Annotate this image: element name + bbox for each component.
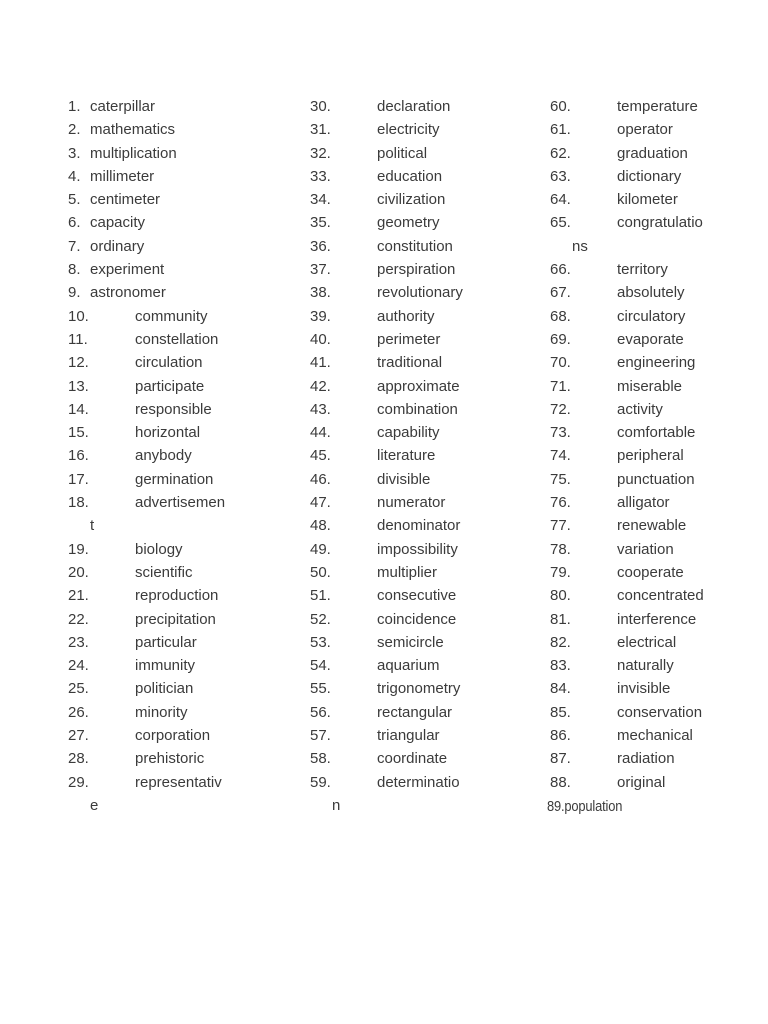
list-item-number: 46. (310, 470, 331, 488)
list-item-number: 31. (310, 121, 331, 139)
list-item-word: circulation (135, 354, 203, 372)
list-item-word: semicircle (377, 633, 444, 651)
list-item (550, 424, 765, 447)
list-item-number: 56. (310, 703, 331, 721)
list-item (68, 378, 308, 401)
list-item-word: representativ (135, 773, 222, 791)
list-item-word: declaration (377, 98, 451, 115)
list-item-number: 53. (310, 633, 331, 651)
list-item-word: caterpillar (90, 98, 156, 115)
list-item (68, 98, 308, 121)
list-item-number: 12. (68, 354, 89, 372)
list-item-word: graduation (617, 144, 688, 162)
list-item-word: renewable (617, 517, 687, 535)
list-item (310, 214, 548, 237)
list-item (68, 191, 308, 214)
list-item-word: circulatory (617, 307, 686, 325)
list-item-word: millimeter (90, 167, 155, 185)
list-item-number: 42. (310, 377, 331, 395)
list-item (68, 587, 308, 610)
list-item-number: 73. (550, 424, 571, 442)
list-item-word: triangular (377, 727, 440, 745)
list-item-word: authority (377, 307, 435, 325)
list-item-number: 55. (310, 680, 331, 698)
list-item-word: absolutely (617, 284, 685, 302)
list-item (310, 98, 548, 121)
list-item-number: 36. (310, 237, 331, 255)
list-item-number: 52. (310, 610, 331, 628)
list-item-number: 79. (550, 563, 571, 581)
list-item-word: activity (617, 400, 663, 418)
list-item-word: cooperate (617, 563, 684, 581)
list-item-number: 26. (68, 703, 89, 721)
list-item-number: 80. (550, 587, 571, 605)
list-item (550, 98, 765, 121)
list-item (310, 331, 548, 354)
list-item (310, 447, 548, 470)
list-item-number: 38. (310, 284, 331, 302)
list-item-word: determinatio (377, 773, 460, 791)
list-item-number: 11. (68, 330, 88, 348)
list-item-word: responsible (135, 400, 212, 418)
list-item (68, 284, 308, 307)
list-item-number: 72. (550, 400, 571, 418)
list-item-word: civilization (377, 191, 446, 209)
list-item-word: dictionary (617, 167, 682, 185)
list-item-word: interference (617, 610, 697, 628)
list-item-word: multiplier (377, 563, 438, 581)
list-item-word: radiation (617, 750, 675, 768)
list-item (68, 447, 308, 470)
list-item-word: miserable (617, 377, 683, 395)
list-item (310, 634, 548, 657)
list-item-number: 17. (68, 470, 89, 488)
list-item-word: conservation (617, 703, 703, 721)
list-item-number: 87. (550, 750, 571, 768)
list-item-number: 41. (310, 354, 331, 372)
list-item-word: participate (135, 377, 205, 395)
list-item-number: 61. (550, 121, 571, 139)
list-item-number: 44. (310, 424, 331, 442)
list-item (550, 774, 765, 797)
list-item-word: approximate (377, 377, 460, 395)
list-item (550, 168, 765, 191)
list-item-number: 6. (68, 214, 81, 232)
list-item-number: 54. (310, 657, 331, 675)
list-item-number: 3. (68, 144, 81, 162)
list-item-word: astronomer (90, 284, 166, 302)
list-item-word: denominator (377, 517, 461, 535)
list-item (68, 308, 308, 331)
list-item (550, 331, 765, 354)
list-item-number: 14. (68, 400, 89, 418)
list-item-number: 49. (310, 540, 331, 558)
list-item-word: temperature (617, 98, 698, 115)
list-item (550, 238, 765, 261)
list-item (310, 727, 548, 750)
list-item (68, 331, 308, 354)
list-item-number: 75. (550, 470, 571, 488)
list-item (547, 797, 765, 820)
list-item-word-continuation: ns (572, 237, 588, 255)
list-item (68, 121, 308, 144)
list-item-number: 15. (68, 424, 89, 442)
list-item (550, 587, 765, 610)
list-item (310, 704, 548, 727)
list-item (550, 284, 765, 307)
list-item (68, 774, 308, 797)
list-item-word: scientific (135, 563, 193, 581)
list-item-number: 60. (550, 98, 571, 115)
list-item (310, 611, 548, 634)
list-item (68, 680, 308, 703)
list-item (550, 447, 765, 470)
list-item-number: 18. (68, 494, 89, 512)
list-item (310, 471, 548, 494)
list-item-word: mechanical (617, 727, 693, 745)
list-item-word: capacity (90, 214, 146, 232)
list-item-number: 58. (310, 750, 331, 768)
list-item-number: 88. (550, 773, 571, 791)
list-item (550, 611, 765, 634)
list-item-word: original (617, 773, 666, 791)
list-item-number: 78. (550, 540, 571, 558)
list-item-number: 84. (550, 680, 571, 698)
list-item-number: 67. (550, 284, 571, 302)
list-item (310, 541, 548, 564)
list-item-word: engineering (617, 354, 696, 372)
list-item-number: 68. (550, 307, 571, 325)
list-item-number: 27. (68, 727, 89, 745)
list-item-word: particular (135, 633, 197, 651)
list-item-word: capability (377, 424, 440, 442)
list-item-number: 4. (68, 167, 81, 185)
list-item (550, 657, 765, 680)
list-item (550, 541, 765, 564)
list-item-word: kilometer (617, 191, 678, 209)
list-item-word: prehistoric (135, 750, 205, 768)
list-item-word: geometry (377, 214, 440, 232)
list-item-word: ordinary (90, 237, 145, 255)
list-item (68, 704, 308, 727)
list-item-number: 57. (310, 727, 331, 745)
list-item-word: numerator (377, 494, 446, 512)
list-item-number: 86. (550, 727, 571, 745)
list-item-word: constitution (377, 237, 453, 255)
list-item (550, 494, 765, 517)
list-item-word-continuation: t (90, 517, 95, 535)
list-item (310, 517, 548, 540)
list-item-number: 20. (68, 563, 89, 581)
list-item (550, 401, 765, 424)
list-item (310, 238, 548, 261)
list-item-number: 1. (68, 98, 81, 115)
list-item-number: 77. (550, 517, 571, 535)
list-item (310, 424, 548, 447)
list-item (310, 378, 548, 401)
list-item-number: 62. (550, 144, 571, 162)
list-item-number: 48. (310, 517, 331, 535)
list-item-number: 40. (310, 330, 331, 348)
list-item-word: concentrated (617, 587, 704, 605)
list-item-number: 59. (310, 773, 331, 791)
list-item-number: 32. (310, 144, 331, 162)
list-item-word: electrical (617, 633, 677, 651)
list-item-number: 71. (550, 377, 571, 395)
list-item (550, 727, 765, 750)
list-item (550, 750, 765, 773)
list-item-word: germination (135, 470, 214, 488)
list-item (310, 750, 548, 773)
list-item-number: 35. (310, 214, 331, 232)
list-item-word: naturally (617, 657, 674, 675)
list-item-number: 24. (68, 657, 89, 675)
list-item (68, 401, 308, 424)
list-item-word: centimeter (90, 191, 161, 209)
list-item-word: traditional (377, 354, 443, 372)
list-item-word: corporation (135, 727, 211, 745)
list-item (310, 401, 548, 424)
list-item (68, 424, 308, 447)
list-item (68, 168, 308, 191)
list-item-word: congratulatio (617, 214, 703, 232)
list-item (310, 680, 548, 703)
list-item-word: horizontal (135, 424, 201, 442)
list-item-number: 16. (68, 447, 89, 465)
list-item (310, 797, 548, 820)
list-item (550, 471, 765, 494)
list-item-number: 30. (310, 98, 331, 115)
list-item-word: variation (617, 540, 674, 558)
list-item-word: punctuation (617, 470, 695, 488)
word-list-column-1 (68, 98, 308, 820)
list-item (310, 121, 548, 144)
list-item-word: political (377, 144, 428, 162)
list-item (68, 657, 308, 680)
list-item-number: 37. (310, 261, 331, 279)
list-item-number: 69. (550, 330, 571, 348)
list-item-word: biology (135, 540, 183, 558)
list-item (68, 238, 308, 261)
list-item-word: peripheral (617, 447, 684, 465)
list-item-number: 70. (550, 354, 571, 372)
list-item-word: perimeter (377, 330, 441, 348)
list-item (310, 354, 548, 377)
list-item (550, 378, 765, 401)
list-item-word: territory (617, 261, 668, 279)
list-item-word: mathematics (90, 121, 176, 139)
list-item-number: 83. (550, 657, 571, 675)
word-list-column-3 (547, 98, 765, 820)
list-item (310, 494, 548, 517)
list-item (550, 191, 765, 214)
list-item-word: constellation (135, 330, 219, 348)
list-item (68, 354, 308, 377)
list-item-word: precipitation (135, 610, 216, 628)
list-item (310, 657, 548, 680)
list-item-number: 5. (68, 191, 81, 209)
list-item-number: 34. (310, 191, 331, 209)
list-item-word: perspiration (377, 261, 456, 279)
list-item-word: evaporate (617, 330, 684, 348)
list-item (550, 634, 765, 657)
list-item (310, 191, 548, 214)
list-item-number: 64. (550, 191, 571, 209)
list-item (550, 564, 765, 587)
list-item-word: trigonometry (377, 680, 461, 698)
list-item-number: 66. (550, 261, 571, 279)
list-item-word: politician (135, 680, 194, 698)
list-item-word: divisible (377, 470, 431, 488)
list-item (68, 634, 308, 657)
list-item-number: 8. (68, 261, 81, 279)
list-item (550, 517, 765, 540)
list-item-number: 23. (68, 633, 89, 651)
list-item-number: 65. (550, 214, 571, 232)
list-item-number: 29. (68, 773, 89, 791)
list-item-word: education (377, 167, 443, 185)
list-item-word: minority (135, 703, 188, 721)
list-item-word: community (135, 307, 208, 325)
list-item-word: experiment (90, 261, 165, 279)
list-item-word: immunity (135, 657, 196, 675)
list-item (550, 145, 765, 168)
list-item-number: 82. (550, 633, 571, 651)
list-item-number: 9. (68, 284, 81, 302)
list-item-word: reproduction (135, 587, 219, 605)
list-item-word: rectangular (377, 703, 453, 721)
list-item (68, 145, 308, 168)
list-item (310, 261, 548, 284)
list-item (68, 494, 308, 517)
list-item-word: aquarium (377, 657, 440, 675)
list-item (310, 774, 548, 797)
list-item-number: 10. (68, 307, 89, 325)
list-item (68, 214, 308, 237)
list-item-number: 39. (310, 307, 331, 325)
list-item (68, 750, 308, 773)
list-item (550, 121, 765, 144)
list-item-number: 51. (310, 587, 331, 605)
list-item-word: consecutive (377, 587, 457, 605)
list-item-word: impossibility (377, 540, 458, 558)
list-item-word: literature (377, 447, 436, 465)
list-item (68, 564, 308, 587)
list-item-word: alligator (617, 494, 670, 512)
list-item (310, 168, 548, 191)
list-item-word: advertisemen (135, 494, 226, 512)
list-item-word: coordinate (377, 750, 448, 768)
list-item-number: 7. (68, 237, 81, 255)
list-item (68, 727, 308, 750)
list-item-word: revolutionary (377, 284, 463, 302)
list-item (550, 261, 765, 284)
list-item (550, 680, 765, 703)
list-item (68, 541, 308, 564)
list-item-number: 22. (68, 610, 89, 628)
list-item-number: 50. (310, 563, 331, 581)
list-item-number: 76. (550, 494, 571, 512)
list-item (68, 611, 308, 634)
list-item-word-continuation: e (90, 796, 99, 814)
list-item-word: electricity (377, 121, 440, 139)
word-list-column-2 (310, 98, 548, 820)
list-item-number: 45. (310, 447, 331, 465)
list-item (550, 308, 765, 331)
list-item (310, 587, 548, 610)
list-item-word: invisible (617, 680, 671, 698)
list-item-number: 13. (68, 377, 89, 395)
list-item (310, 284, 548, 307)
list-item-number: 19. (68, 540, 89, 558)
list-item (310, 308, 548, 331)
list-item (550, 214, 765, 237)
list-item (68, 517, 308, 540)
list-item (68, 471, 308, 494)
list-item-number: 25. (68, 680, 89, 698)
list-item-number: 28. (68, 750, 89, 768)
list-item-number: 47. (310, 494, 331, 512)
list-item-number: 85. (550, 703, 571, 721)
list-item (310, 145, 548, 168)
list-item (68, 797, 308, 820)
list-item-compact: 89.population (547, 797, 623, 815)
list-item-number: 21. (68, 587, 89, 605)
list-item-number: 63. (550, 167, 571, 185)
list-item-word: multiplication (90, 144, 177, 162)
list-item-number: 81. (550, 610, 571, 628)
list-item (550, 354, 765, 377)
list-item-word: combination (377, 400, 458, 418)
list-item-number: 33. (310, 167, 331, 185)
list-item-number: 43. (310, 400, 331, 418)
list-item-word: operator (617, 121, 673, 139)
list-item-number: 74. (550, 447, 571, 465)
list-item (68, 261, 308, 284)
list-item-number: 2. (68, 121, 81, 139)
list-item (310, 564, 548, 587)
list-item (550, 704, 765, 727)
list-item-word: anybody (135, 447, 192, 465)
list-item-word: comfortable (617, 424, 696, 442)
list-item-word-continuation: n (332, 796, 341, 814)
list-item-word: coincidence (377, 610, 457, 628)
